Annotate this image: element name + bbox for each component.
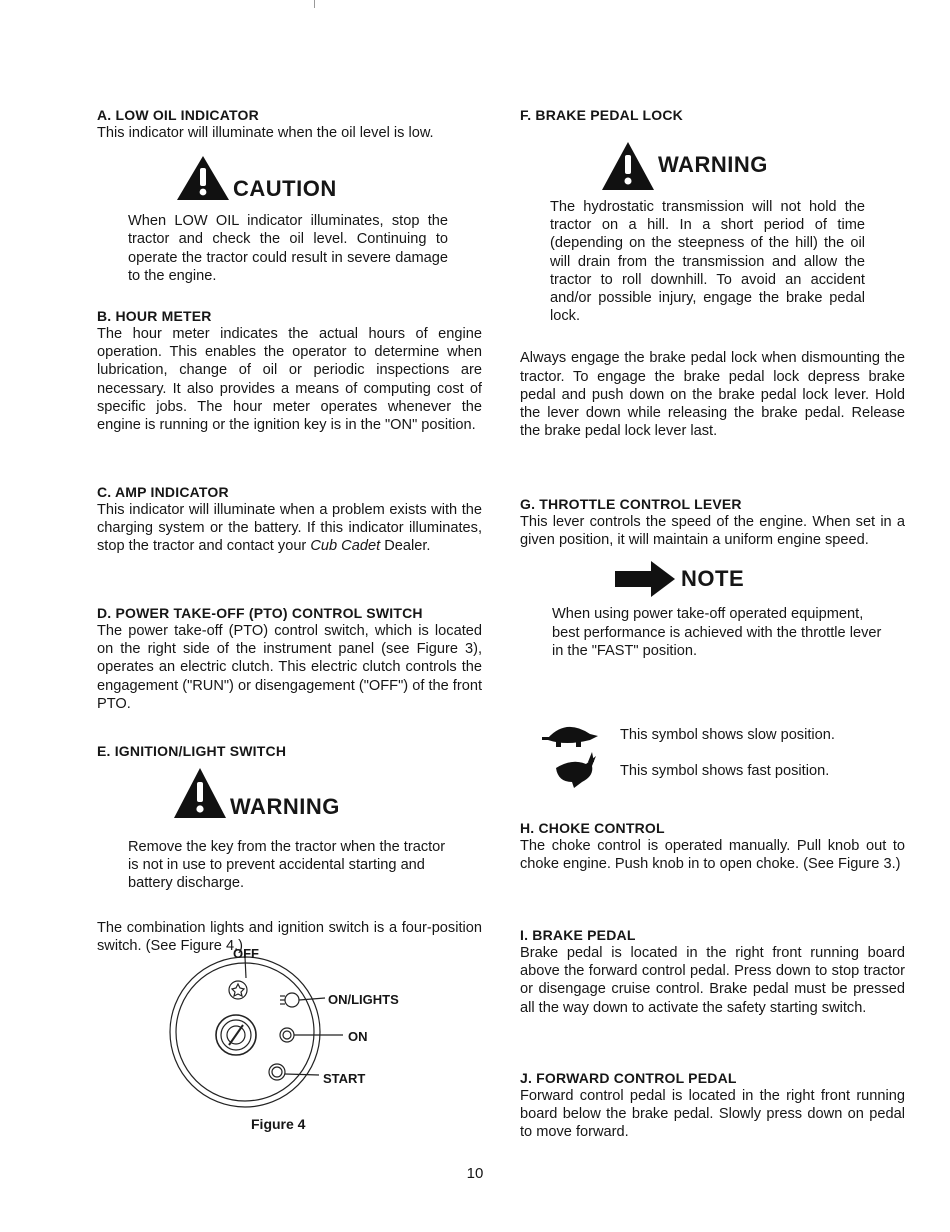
- brand-name: Cub Cadet: [310, 538, 381, 555]
- ignition-warning-text: Remove the key from the tractor when the tractor is not in use to prevent accidental starting and battery discharge.: [128, 839, 446, 892]
- fast-symbol-row: [552, 752, 829, 790]
- section-brake-pedal: [520, 926, 905, 1017]
- warning-label: WARNING: [230, 794, 340, 819]
- brake-warning-text: The hydrostatic transmission will not hold the tractor on a hill. In a short period of time (depending on the steepness of the hill) the oil will drain from the transmission and allow the tractor to roll downhill. To avoid an accident and/or possible injury, engage the brake pedal lock.: [550, 199, 865, 325]
- pto-heading: D. POWER TAKE-OFF (PTO) CONTROL SWITCH: [97, 605, 423, 621]
- amp-text-main: This indicator will illuminate when a problem exists with the charging system or the battery. If this indicator illuminates, stop the tractor and contact your: [97, 502, 482, 555]
- section-forward: [520, 1069, 905, 1142]
- note-label: NOTE: [681, 566, 745, 592]
- warning-triangle-icon: [175, 154, 231, 202]
- caution-text: When LOW OIL indicator illuminates, stop the tractor and check the oil level. Continuing to operate the tractor could result in severe damage to the engine.: [128, 213, 448, 284]
- caution-badge: [175, 154, 482, 202]
- forward-text: Forward control pedal is located in the right front running board below the brake pedal. Slowly press down on pedal to move forward.: [520, 1088, 905, 1141]
- low-oil-heading: A. LOW OIL INDICATOR: [97, 107, 259, 123]
- section-low-oil: [97, 106, 482, 285]
- brake-warning-badge: [600, 140, 905, 192]
- forward-heading: J. FORWARD CONTROL PEDAL: [520, 1070, 737, 1086]
- figure-4: [97, 942, 482, 1142]
- fast-symbol-text: This symbol shows fast position.: [620, 763, 830, 779]
- brake-lock-text: Always engage the brake pedal lock when dismounting the tractor. To engage the brake pedal lock depress brake pedal and push down on the brake pedal lock lever. Hold the lever down while releasing the brake pedal. Release the brake pedal lock lever last.: [520, 350, 905, 440]
- warning-label: WARNING: [658, 152, 768, 177]
- label-on-lights: ON/LIGHTS: [328, 992, 399, 1007]
- amp-heading: C. AMP INDICATOR: [97, 484, 229, 500]
- section-ignition: [97, 742, 482, 955]
- label-start: START: [323, 1071, 366, 1086]
- brake-pedal-heading: I. BRAKE PEDAL: [520, 927, 636, 943]
- choke-text: The choke control is operated manually. Pull knob out to choke engine. Push knob in to open choke. (See Figure 3.): [520, 838, 905, 873]
- amp-text-end: Dealer.: [380, 538, 431, 555]
- ignition-switch-diagram: [97, 942, 482, 1142]
- choke-heading: H. CHOKE CONTROL: [520, 820, 665, 836]
- turtle-icon: [542, 720, 600, 750]
- hour-meter-heading: B. HOUR METER: [97, 308, 212, 324]
- arrow-right-icon: [615, 559, 679, 599]
- ignition-heading: E. IGNITION/LIGHT SWITCH: [97, 743, 287, 759]
- throttle-text: This lever controls the speed of the engine. When set in a given position, it will maintain a uniform engine speed.: [520, 514, 905, 549]
- slow-symbol-row: [542, 720, 835, 750]
- low-oil-text: This indicator will illuminate when the oil level is low.: [97, 125, 434, 141]
- ignition-warning-badge: [172, 764, 482, 820]
- section-choke: [520, 819, 905, 873]
- section-throttle: [520, 495, 905, 660]
- brake-lock-heading: F. BRAKE PEDAL LOCK: [520, 107, 683, 123]
- rabbit-icon: [552, 752, 598, 790]
- label-off: OFF: [233, 946, 259, 961]
- slow-symbol-text: This symbol shows slow position.: [620, 727, 835, 743]
- note-badge: [615, 559, 905, 599]
- warning-triangle-icon: [600, 140, 656, 192]
- section-brake-lock: [520, 106, 905, 440]
- note-text: When using power take-off operated equipment, best performance is achieved with the throttle lever in the "FAST" position.: [552, 606, 882, 659]
- label-on: ON: [348, 1029, 368, 1044]
- scan-mark: [314, 0, 315, 8]
- amp-text: [97, 501, 482, 556]
- warning-triangle-icon: [172, 764, 228, 820]
- caution-label: CAUTION: [233, 176, 337, 202]
- brake-pedal-text: Brake pedal is located in the right front running board above the forward control pedal. Press down to stop tractor or disengage cruise control. Brake pedal must be pressed all the way down to activate the safety starting switch.: [520, 945, 905, 1016]
- page-number: 10: [466, 1165, 484, 1182]
- hour-meter-text: The hour meter indicates the actual hours of engine operation. This enables the operator to determine when lubrication, change of oil or periodic inspections are necessary. It also provides a means of computing cost of specific jobs. The hour meter operates whenever the engine is running or the ignition key is in the "ON" position.: [97, 326, 482, 434]
- section-pto: [97, 604, 482, 713]
- throttle-heading: G. THROTTLE CONTROL LEVER: [520, 496, 742, 512]
- ignition-text: The combination lights and ignition switch is a four-position switch. (See Figure 4.): [97, 919, 482, 954]
- pto-text: The power take-off (PTO) control switch, which is located on the right side of the instrument panel (see Figure 3), operates an electric clutch. This electric clutch controls the engagement ("RUN") or disengagement ("OFF") of the front PTO.: [97, 623, 482, 712]
- section-hour-meter: [97, 307, 482, 434]
- section-amp: [97, 483, 482, 556]
- figure-caption: Figure 4: [251, 1116, 306, 1132]
